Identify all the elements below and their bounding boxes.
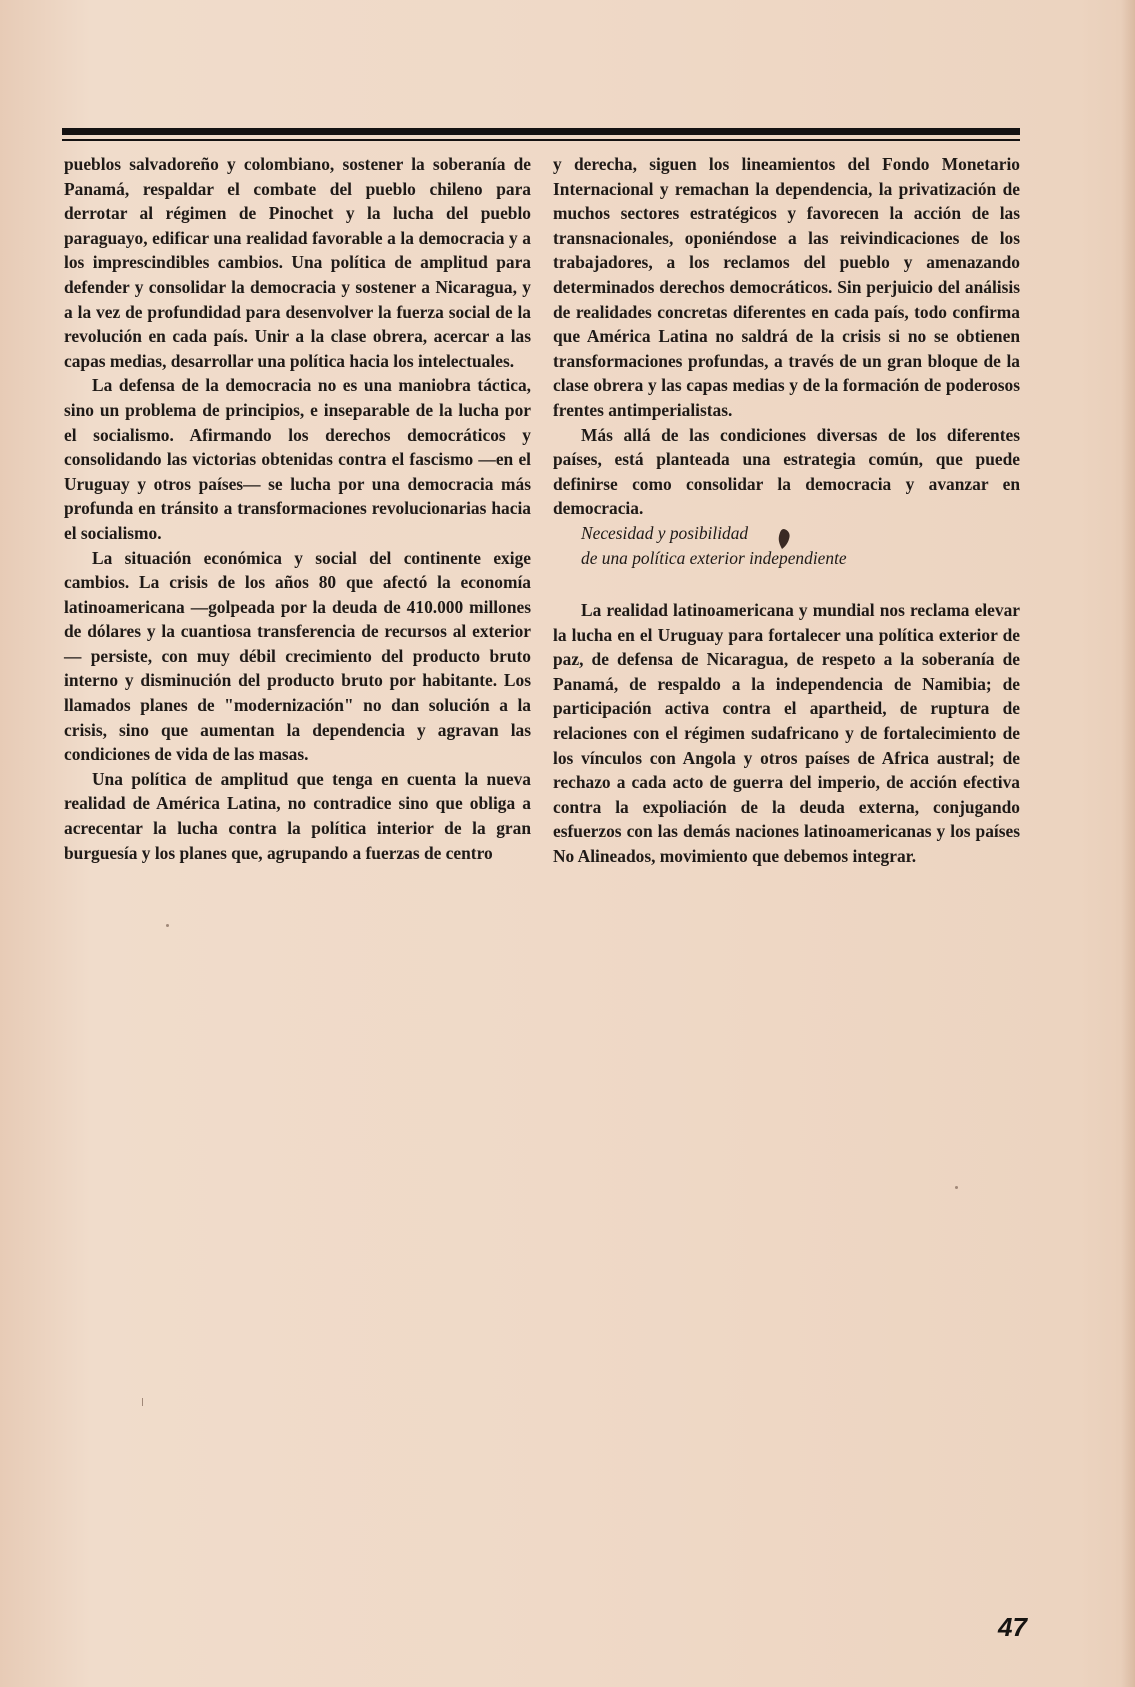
paper-speck — [166, 924, 169, 927]
page-edge-shadow — [1121, 0, 1135, 1687]
heading-spacer — [553, 570, 1020, 598]
ink-blot-mark — [776, 528, 792, 550]
right-column — [553, 152, 1020, 869]
header-rule-thick — [62, 128, 1020, 135]
left-paragraph-1: pueblos salvadoreño y colombiano, sostener la soberanía de Panamá, respaldar el combate del pueblo chileno para derrotar al régimen de Pinochet y la lucha del pueblo paraguayo, edificar una realidad favorable a la democracia y a los imprescindibles cambios. Una política de amplitud para defender y consolidar la democracia y sostener a Nicaragua, y a la vez de profundidad para desenvolver la fuerza social de la revolución en cada país. Unir a la clase obrera, acercar a las capas medias, desarrollar una política hacia los intelectuales. — [64, 154, 531, 371]
right-paragraph-3: La realidad latinoamericana y mundial nos reclama elevar la lucha en el Uruguay para fortalecer una política exterior de paz, de defensa de Nicaragua, de respeto a la soberanía de Panamá, de respaldo a la independencia de Namibia; de participación activa contra el apartheid, de ruptura de relaciones con el régimen sudafricano y de fortalecimiento de los vínculos con Angola y otros países de Africa austral; de rechazo a cada acto de guerra del imperio, de acción efectiva contra la expoliación de la deuda externa, conjugando esfuerzos con las demás naciones latinoamericanas y los países No Alineados, movimiento que debemos integrar. — [553, 600, 1020, 867]
section-heading-line-2: de una política exterior independiente — [581, 547, 847, 568]
right-paragraph-2: Más allá de las condiciones diversas de los diferentes países, está planteada una estrategia común, que puede definirse como consolidar la democracia y avanzar en democracia. — [553, 424, 1020, 519]
right-paragraph-1: y derecha, siguen los lineamientos del Fondo Monetario Internacional y remachan la dependencia, la privatización de muchos sectores estratégicos y favorecen la acción de las transnacionales, oponiéndose a las reivindicaciones de los trabajadores, a los reclamos del pueblo y amenazando determinados derechos democráticos. Sin perjuicio del análisis de realidades concretas diferentes en cada país, todo confirma que América Latina no saldrá de la crisis si no se obtienen transformaciones profundas, a través de un gran bloque de la clase obrera y las capas medias y de la formación de poderosos frentes antimperialistas. — [553, 154, 1020, 420]
section-heading-line-1: Necesidad y posibilidad — [581, 522, 749, 543]
page-number: 47 — [998, 1612, 1027, 1642]
left-paragraph-4: Una política de amplitud que tenga en cuenta la nueva realidad de América Latina, no contradice sino que obliga a acrecentar la lucha contra la política interior de la gran burguesía y los planes que, agrupando a fuerzas de centro — [64, 768, 531, 863]
paper-speck — [955, 1186, 958, 1189]
left-column — [64, 152, 531, 865]
paper-speck — [142, 1398, 143, 1406]
header-rule-thin — [62, 139, 1020, 141]
left-paragraph-3: La situación económica y social del continente exige cambios. La crisis de los años 80 que afectó la economía latinoamericana —golpeada por la deuda de 410.000 millones de dólares y la cuantiosa transferencia de recursos al exterior— persiste, con muy débil crecimiento del producto bruto interno y disminución del producto bruto por habitante. Los llamados planes de "modernización" no dan solución a la crisis, sino que aumentan la dependencia y agravan las condiciones de vida de las masas. — [64, 547, 531, 765]
left-paragraph-2: La defensa de la democracia no es una maniobra táctica, sino un problema de principios, e inseparable de la lucha por el socialismo. Afirmando los derechos democráticos y consolidando las victorias obtenidas contra el fascismo —en el Uruguay y otros países— se lucha por una democracia más profunda en tránsito a transformaciones revolucionarias hacia el socialismo. — [64, 375, 531, 543]
